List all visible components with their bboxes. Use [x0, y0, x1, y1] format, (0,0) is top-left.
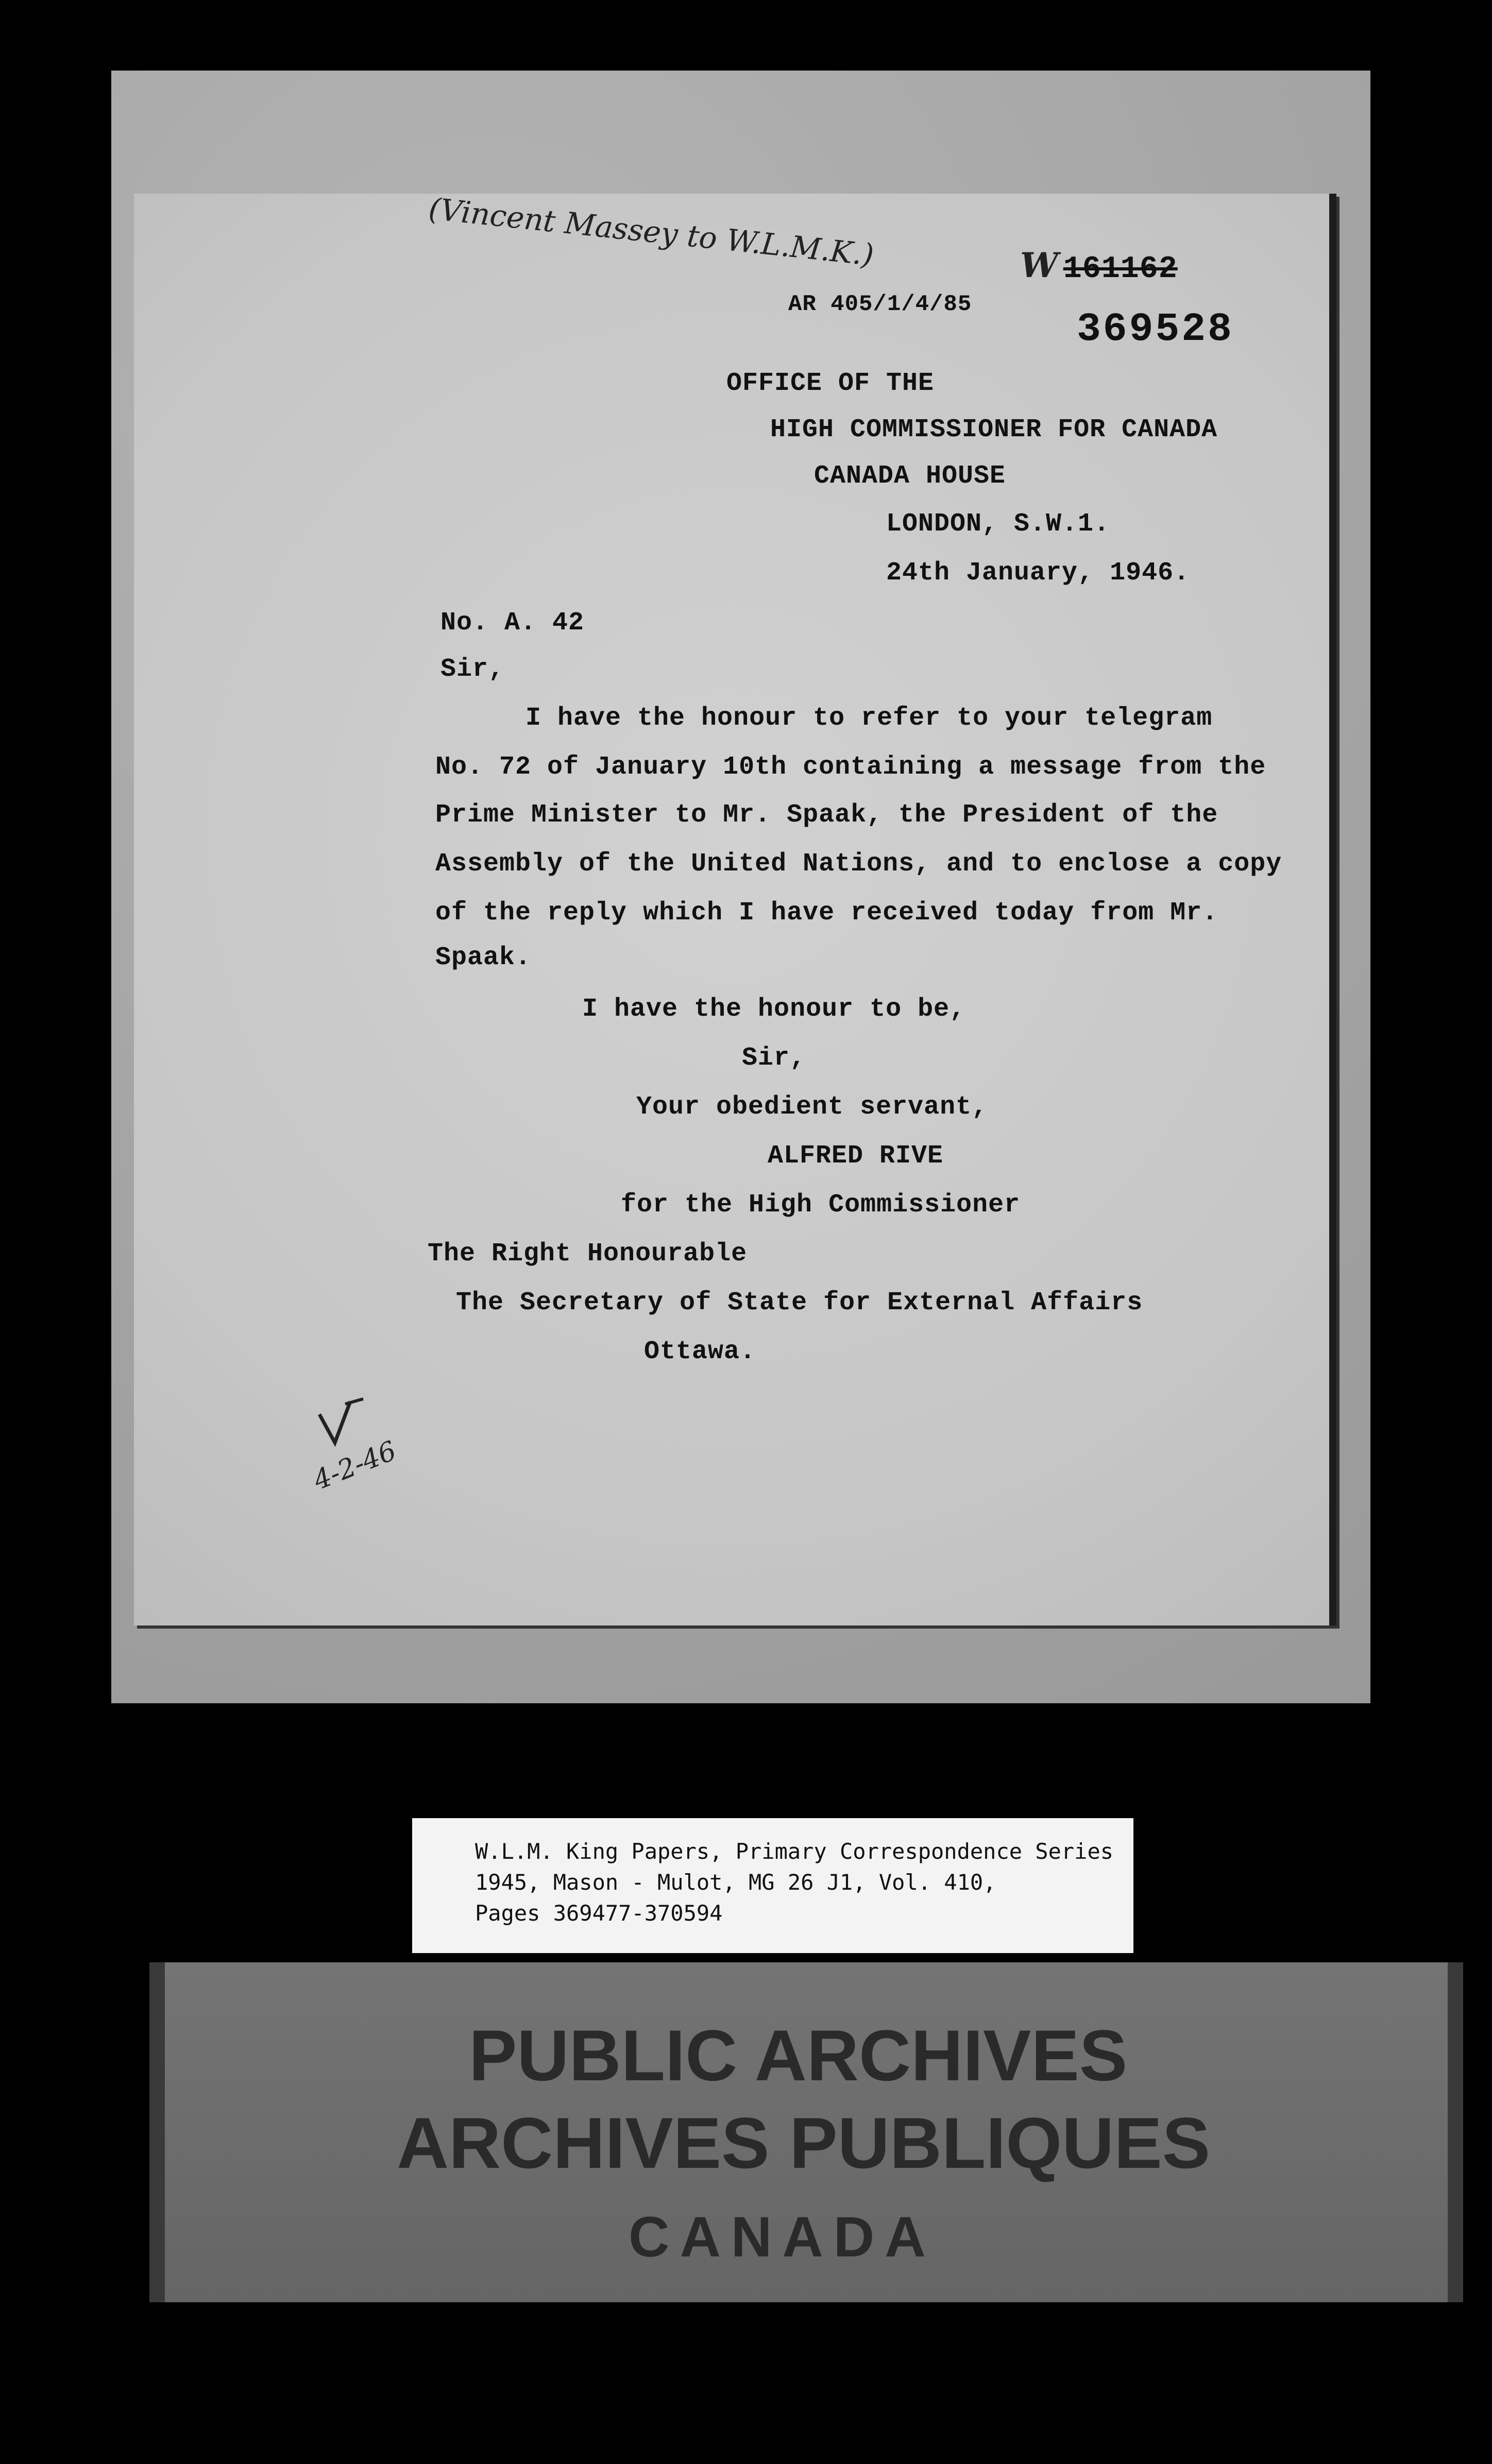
stamp-line-2: ARCHIVES PUBLIQUES — [397, 2102, 1211, 2183]
handwritten-annotation: (Vincent Massey to W.L.M.K.) — [427, 191, 876, 273]
body-line-6: Spaak. — [435, 943, 532, 972]
recipient-line-3: Ottawa. — [644, 1337, 756, 1366]
file-number: No. A. 42 — [440, 608, 585, 638]
archive-reference-label — [412, 1818, 1133, 1953]
archive-label-line-1: W.L.M. King Papers, Primary Correspondence Series — [475, 1839, 1114, 1864]
address-line-2: HIGH COMMISSIONER FOR CANADA — [770, 415, 1218, 444]
closing-line-1: I have the honour to be, — [582, 995, 966, 1024]
stamp-line-3: CANADA — [629, 2205, 936, 2269]
body-line-2: No. 72 of January 10th containing a message from the — [435, 752, 1266, 782]
handwritten-date-note: 4-2-46 — [309, 1435, 401, 1497]
signatory-title: for the High Commissioner — [621, 1190, 1021, 1220]
salutation: Sir, — [440, 655, 505, 684]
public-archives-stamp — [149, 1962, 1463, 2302]
closing-line-3: Your obedient servant, — [636, 1092, 988, 1122]
recipient-line-2: The Secretary of State for External Affairs — [456, 1288, 1143, 1317]
body-line-5: of the reply which I have received today from Mr. — [435, 898, 1218, 928]
letter-date: 24th January, 1946. — [886, 558, 1190, 588]
letter-page — [134, 191, 1336, 1625]
body-line-1: I have the honour to refer to your telegram — [525, 704, 1213, 733]
reference-code: AR 405/1/4/85 — [788, 292, 972, 317]
struck-number — [1020, 245, 1178, 287]
document-number: 369528 — [1077, 307, 1234, 352]
stamp-line-1: PUBLIC ARCHIVES — [469, 2015, 1128, 2096]
recipient-line-1: The Right Honourable — [428, 1239, 748, 1269]
body-line-3: Prime Minister to Mr. Spaak, the President of the — [435, 800, 1218, 830]
address-line-4: LONDON, S.W.1. — [886, 509, 1110, 539]
struck-number-prefix: W — [1020, 245, 1059, 285]
archive-label-line-2: 1945, Mason - Mulot, MG 26 J1, Vol. 410, — [475, 1870, 996, 1895]
archive-label-line-3: Pages 369477-370594 — [475, 1901, 723, 1926]
signatory-name: ALFRED RIVE — [768, 1141, 944, 1171]
struck-number-value: 161162 — [1063, 252, 1178, 287]
address-line-1: OFFICE OF THE — [726, 369, 935, 398]
address-line-3: CANADA HOUSE — [814, 461, 1006, 491]
closing-line-2: Sir, — [742, 1043, 806, 1073]
body-line-4: Assembly of the United Nations, and to enclose a copy — [435, 849, 1282, 879]
